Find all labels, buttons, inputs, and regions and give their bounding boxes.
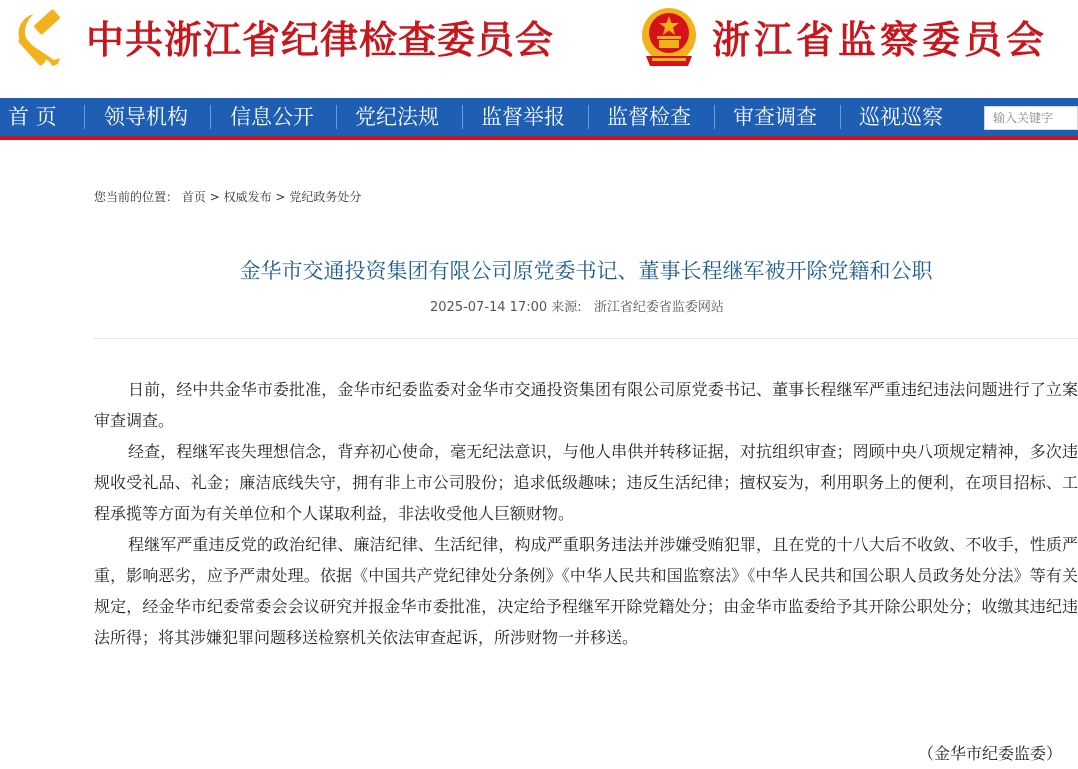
nav-item-home[interactable]: 首 页 [8, 105, 57, 129]
article-title: 金华市交通投资集团有限公司原党委书记、董事长程继军被开除党籍和公职 [239, 259, 933, 283]
article-date: 2025-07-14 17:00 [430, 300, 548, 315]
article-signature: （金华市纪委监委） [917, 744, 1062, 763]
breadcrumb [94, 188, 361, 206]
article-paragraph: 程继军严重违反党的政治纪律、廉洁纪律、生活纪律，构成严重职务违法并涉嫌受贿犯罪，且在党的十八大后不收敛、不收手，性质严重，影响恶劣，应予严肃处理。依据《中国共产党纪律处分条例》《中华人民共和国监察法》《中华人民共和国公职人员政务处分法》等有关规定，经金华市纪委常委会会议研究并报金华市委批准，决定给予程继军开除党籍处分；由金华市监委给予其开除公职处分；收缴其违纪违法所得；将其涉嫌犯罪问题移送检察机关依法审查起诉，所涉财物一并移送。 [94, 535, 1078, 647]
article-body [94, 374, 1078, 653]
nav-item-leadership[interactable]: 领导机构 [104, 105, 188, 129]
nav-divider [210, 105, 211, 129]
nav-divider [588, 105, 589, 129]
party-emblem-icon [10, 8, 70, 68]
nav-item-supervision[interactable]: 监督检查 [607, 105, 691, 129]
nav-divider [840, 105, 841, 129]
search-input[interactable] [984, 106, 1078, 130]
nav-item-report[interactable]: 监督举报 [481, 105, 565, 129]
breadcrumb-prefix: 您当前的位置： [94, 190, 179, 204]
party-committee-title: 中共浙江省纪律检查委员会 [86, 17, 555, 62]
article-source: 浙江省纪委省监委网站 [593, 300, 724, 315]
site-header [0, 0, 1078, 98]
article-source-label: 来源: [551, 300, 582, 315]
title-divider [94, 338, 1078, 339]
nav-item-regulations[interactable]: 党纪法规 [355, 105, 439, 129]
nav-divider [336, 105, 337, 129]
nav-item-investigation[interactable]: 审查调查 [733, 105, 817, 129]
main-nav [0, 98, 1078, 140]
article-meta [430, 298, 724, 318]
article-paragraph: 经查，程继军丧失理想信念，背弃初心使命，毫无纪法意识，与他人串供并转移证据，对抗组织审查；罔顾中央八项规定精神，多次违规收受礼品、礼金；廉洁底线失守，拥有非上市公司股份；追求低级趣味；违反生活纪律；擅权妄为，利用职务上的便利，在项目招标、工程承揽等方面为有关单位和个人谋取利益，非法收受他人巨额财物。 [94, 442, 1078, 523]
breadcrumb-separator: > [209, 190, 220, 204]
national-emblem-icon [640, 6, 698, 68]
article-paragraph: 日前，经中共金华市委批准，金华市纪委监委对金华市交通投资集团有限公司原党委书记、董事长程继军严重违纪违法问题进行了立案审查调查。 [94, 380, 1078, 430]
nav-divider [462, 105, 463, 129]
breadcrumb-link-home[interactable]: 首页 [181, 190, 206, 204]
breadcrumb-separator: > [275, 190, 286, 204]
nav-item-inspection[interactable]: 巡视巡察 [859, 105, 943, 129]
nav-item-info-public[interactable]: 信息公开 [230, 105, 314, 129]
breadcrumb-link-authority[interactable]: 权威发布 [223, 190, 272, 204]
supervisory-commission-title: 浙江省监察委员会 [712, 17, 1049, 62]
nav-divider [714, 105, 715, 129]
nav-divider [84, 105, 85, 129]
breadcrumb-link-discipline[interactable]: 党纪政务处分 [289, 190, 362, 204]
